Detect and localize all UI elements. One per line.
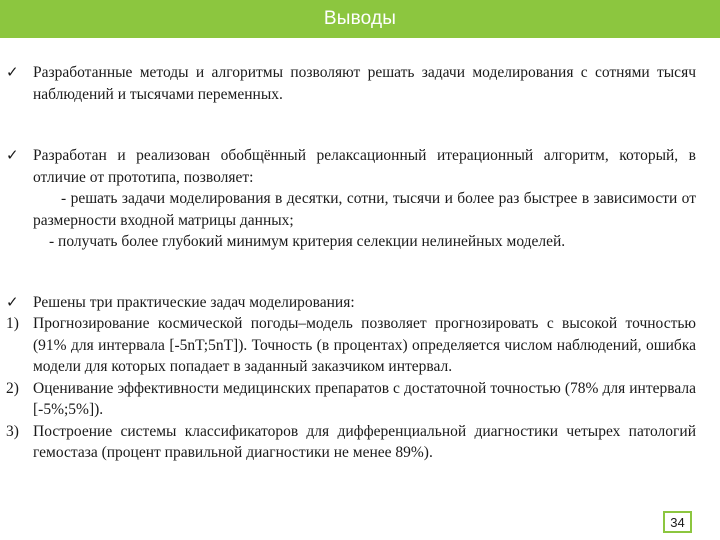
task-text: Построение системы классификаторов для дифференциальной диагностики четырех патологий гемостаза (процент правильной диагностики не менее 89%). xyxy=(33,422,696,461)
task-number: 1) xyxy=(6,315,19,332)
task-item-1 xyxy=(6,313,696,378)
task-item-3 xyxy=(6,421,696,464)
slide-title: Выводы xyxy=(323,8,397,29)
page-number: 34 xyxy=(663,511,692,533)
checkmark-icon: ✓ xyxy=(6,63,19,81)
task-item-2 xyxy=(6,378,696,421)
task-text: Прогнозирование космической погоды–модель позволяет прогнозировать с высокой точностью (91% для интервала [-5nT;5nT]). Точность (в процентах) определяется числом наблюдений, ошибка модели для которых попадает в заданный заказчиком интервал. xyxy=(33,315,696,375)
task-number: 3) xyxy=(6,422,19,440)
task-text: Оценивание эффективности медицинских препаратов с достаточной точностью (78% для интервала [-5%;5%]). xyxy=(33,379,696,418)
conclusion-text: Решены три практические задач моделирования: xyxy=(33,293,355,311)
checkmark-icon: ✓ xyxy=(6,292,19,311)
slide-content xyxy=(6,62,696,464)
conclusion-item-1 xyxy=(6,62,696,105)
conclusion-text: Разработанные методы и алгоритмы позволяют решать задачи моделирования с сотнями тысяч наблюдений и тысячами переменных. xyxy=(33,64,696,103)
conclusion-subitem: - решать задачи моделирования в десятки, сотни, тысячи и более раз быстрее в зависимости от размерности входной матрицы данных; xyxy=(33,190,696,229)
conclusion-text: Разработан и реализован обобщённый релаксационный итерационный алгоритм, который, в отличие от прототипа, позволяет: xyxy=(33,147,696,186)
checkmark-icon: ✓ xyxy=(6,146,19,164)
task-number: 2) xyxy=(6,379,19,397)
conclusion-item-2 xyxy=(6,145,696,253)
conclusion-item-3 xyxy=(6,292,696,314)
conclusion-subitem: - получать более глубокий минимум критерия селекции нелинейных моделей. xyxy=(49,233,566,250)
slide-header xyxy=(0,0,720,38)
